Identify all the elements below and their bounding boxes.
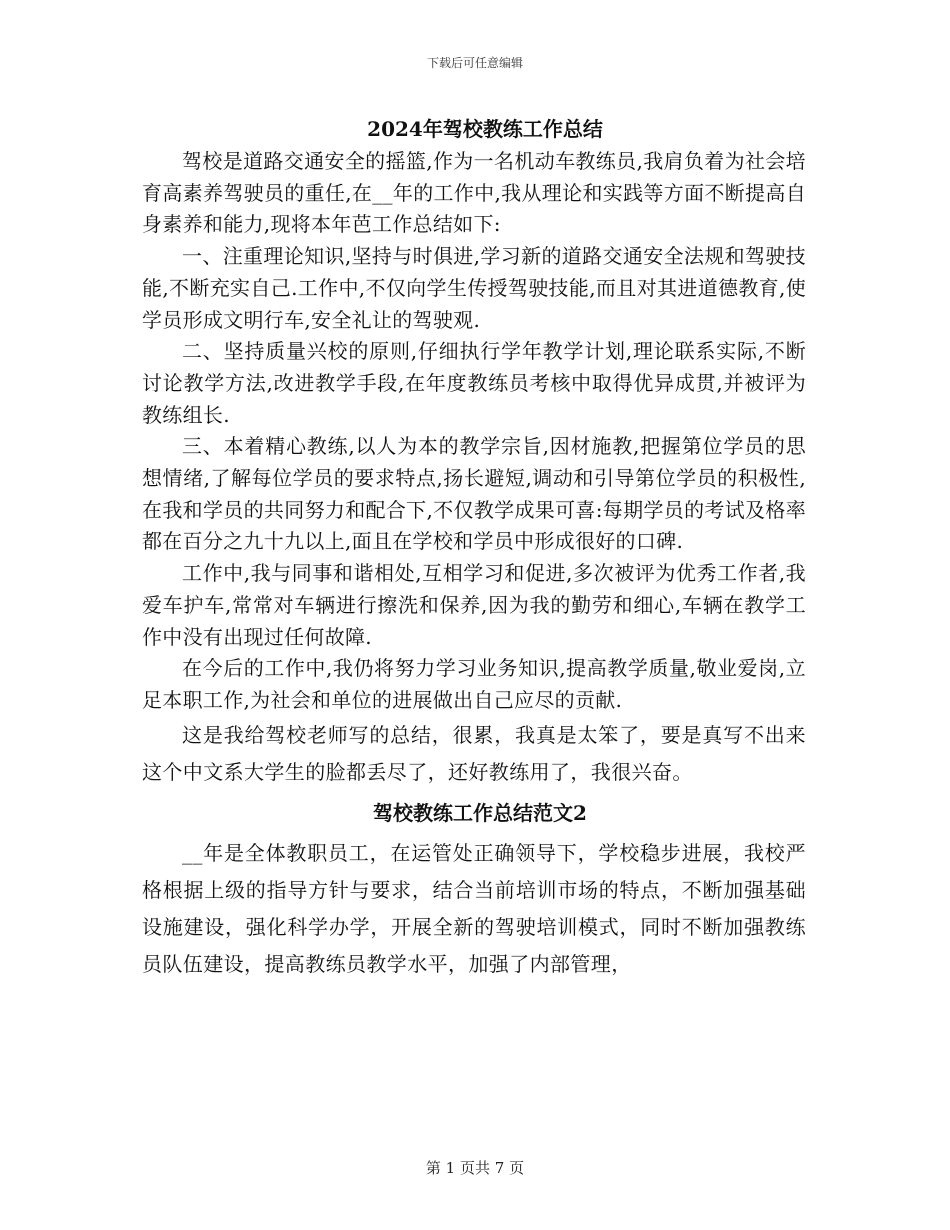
paragraph-point-1: 一、注重理论知识,坚持与时俱进,学习新的道路交通安全法规和驾驶技能,不断充实自己.工作中,不仅向学生传授驾驶技能,而且对其进道德教育,使学员形成文明行车,安全礼让的驾驶观.: [142, 244, 806, 332]
page-header-note: 下载后可任意编辑: [426, 56, 523, 70]
section-2-title: 驾校教练工作总结范文2: [373, 800, 587, 825]
paragraph-note: 这是我给驾校老师写的总结，很累，我真是太笨了，要是真写不出来这个中文系大学生的脸都丢尽了，还好教练用了，我很兴奋。: [142, 722, 806, 784]
paragraph-point-3: 三、本着精心教练,以人为本的教学宗旨,因材施教,把握第位学员的思想情绪,了解每位学员的要求特点,扬长避短,调动和引导第位学员的积极性,在我和学员的共同努力和配合下,不仅教学成果可喜:每期学员的考试及格率都在百分之九十九以上,面且在学校和学员中形成很好的口碑.: [142, 434, 806, 554]
paragraph-point-2: 二、坚持质量兴校的原则,仔细执行学年教学计划,理论联系实际,不断讨论教学方法,改进教学手段,在年度教练员考核中取得优异成贯,并被评为教练组长.: [142, 339, 806, 427]
paragraph-intro: 驾校是道路交通安全的摇篮,作为一名机动车教练员,我肩负着为社会培育高素养驾驶员的重任,在__年的工作中,我从理论和实践等方面不断提高自身素养和能力,现将本年芭工作总结如下:: [142, 149, 806, 237]
section-2-paragraph: __年是全体教职员工，在运管处正确领导下，学校稳步进展，我校严格根据上级的指导方针与要求，结合当前培训市场的特点，不断加强基础设施建设，强化科学办学，开展全新的驾驶培训模式，同时不断加强教练员队伍建设，提高教练员教学水平，加强了内部管理，: [142, 840, 806, 976]
document-body: [142, 112, 806, 983]
paragraph-colleagues: 工作中,我与同事和谐相处,互相学习和促进,多次被评为优秀工作者,我爱车护车,常常对车辆进行擦洗和保养,因为我的勤劳和细心,车辆在教学工作中没有出现过任何故障.: [142, 561, 806, 649]
page-number: 第 1 页共 7 页: [425, 1159, 525, 1177]
document-title: 2024年驾校教练工作总结: [367, 117, 603, 141]
paragraph-future: 在今后的工作中,我仍将努力学习业务知识,提高教学质量,敬业爱岗,立足本职工作,为社会和单位的进展做出自己应尽的贡献.: [142, 656, 806, 712]
